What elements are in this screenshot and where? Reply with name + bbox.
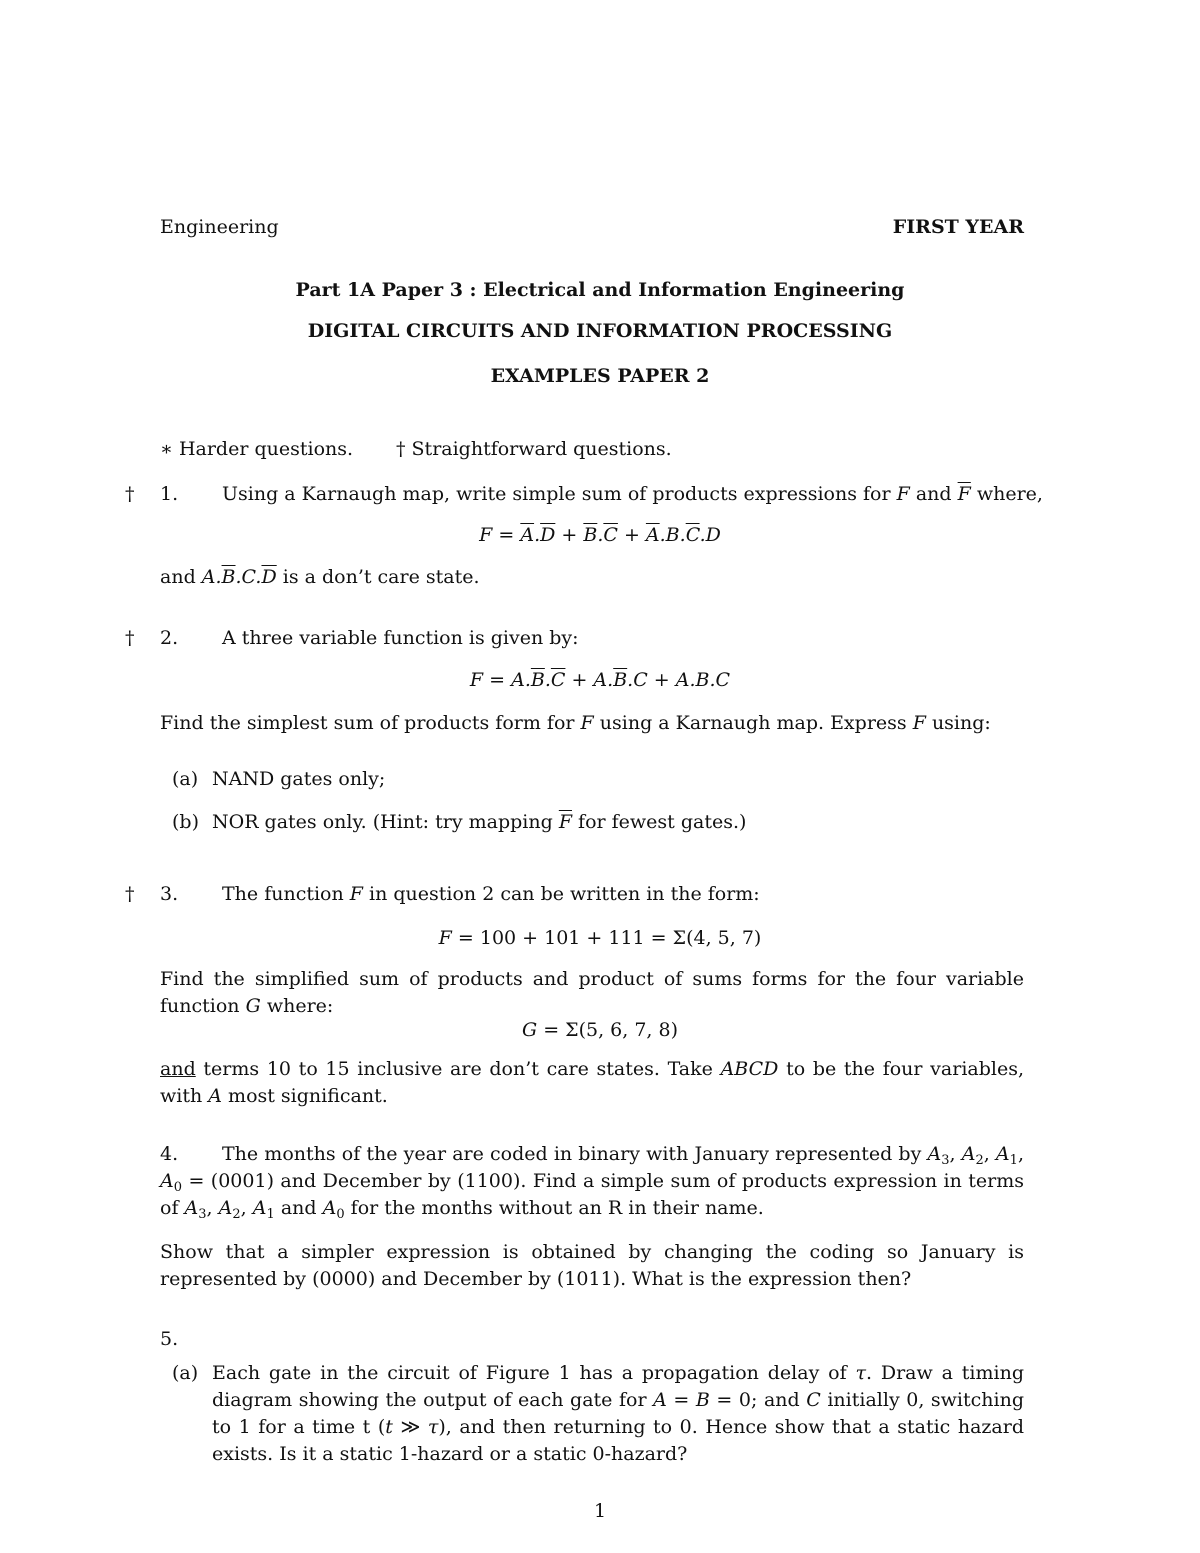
q4-number: 4. bbox=[160, 1143, 179, 1165]
legend-harder: ∗ Harder questions. bbox=[160, 438, 354, 460]
q2-number: 2. bbox=[160, 627, 179, 649]
q5-a-text: Each gate in the circuit of Figure 1 has a propagation delay of τ. Draw a timing diagram showing the output of each gate for A = B = 0; and C initially 0, switching to 1 for a time t (t ≫ τ), and then returning to 0. Hence show that a static hazard exists. Is it a static 1-hazard or a static 0-hazard? bbox=[212, 1362, 1025, 1465]
q2-equation: $F = A.\overline{B}.\overline{C} + A.\overline{B}.C + A.B.C$ bbox=[469, 669, 731, 691]
q3-number: 3. bbox=[160, 883, 179, 905]
q1-equation: $F = \overline{A}.\overline{D} + \overline{B}.\overline{C} + \overline{A}.B.\overline{C}.D$ bbox=[479, 524, 721, 546]
q1-mark: † bbox=[125, 483, 135, 505]
q1-dont-care: and $A.\overline{B}.C.\overline{D}$ is a don’t care state. bbox=[160, 566, 480, 588]
q2-mark: † bbox=[125, 627, 135, 649]
q3-equation-2: G = Σ(5, 6, 7, 8) bbox=[521, 1019, 679, 1041]
legend-straightforward: † Straightforward questions. bbox=[396, 438, 672, 460]
q3-mark: † bbox=[125, 883, 135, 905]
q3-find: Find the simplified sum of products and product of sums forms for the four variable function G where: bbox=[160, 968, 1024, 1017]
q1-text: Using a Karnaugh map, write simple sum of products expressions for F and $\overline{F}$ where, bbox=[222, 483, 1043, 505]
q3-terms: and terms 10 to 15 inclusive are don’t care states. Take ABCD to be the four variables, with A most significant. bbox=[160, 1058, 1025, 1107]
page-subtitle: EXAMPLES PAPER 2 bbox=[490, 365, 710, 387]
header-left: Engineering bbox=[160, 216, 279, 238]
q2-find: Find the simplest sum of products form for F using a Karnaugh map. Express F using: bbox=[160, 712, 991, 734]
page-title: DIGITAL CIRCUITS AND INFORMATION PROCESSING bbox=[307, 320, 893, 342]
q2-a-text: NAND gates only; bbox=[212, 768, 386, 790]
q5-number: 5. bbox=[160, 1328, 179, 1350]
header-right: FIRST YEAR bbox=[892, 216, 1024, 238]
q4-show: Show that a simpler expression is obtained by changing the coding so January is represented by (0000) and December by (1011). What is the expression then? bbox=[160, 1241, 1024, 1290]
page-number: 1 bbox=[593, 1500, 607, 1522]
q2-b-text: NOR gates only. (Hint: try mapping $\overline{F}$ for fewest gates.) bbox=[212, 811, 747, 833]
q2-b-label: (b) bbox=[172, 811, 199, 833]
q2-text: A three variable function is given by: bbox=[222, 627, 579, 649]
q4-text: The months of the year are coded in binary with January represented by $A_3$, $A_2$, $A_1$, $A_0 = (0001)$ and December by (1100). Find a simple sum of products expression in terms of $A_3$, $A_2$, $A_1$ and $A_0$ for the months without an R in their name. bbox=[160, 1143, 1024, 1222]
q3-text: The function F in question 2 can be written in the form: bbox=[222, 883, 760, 905]
q2-a-label: (a) bbox=[172, 768, 199, 790]
q5-a-label: (a) bbox=[172, 1362, 199, 1384]
part-title: Part 1A Paper 3 : Electrical and Information Engineering bbox=[295, 279, 905, 301]
q3-equation: F = 100 + 101 + 111 = Σ(4, 5, 7) bbox=[438, 927, 762, 949]
q1-number: 1. bbox=[160, 483, 179, 505]
